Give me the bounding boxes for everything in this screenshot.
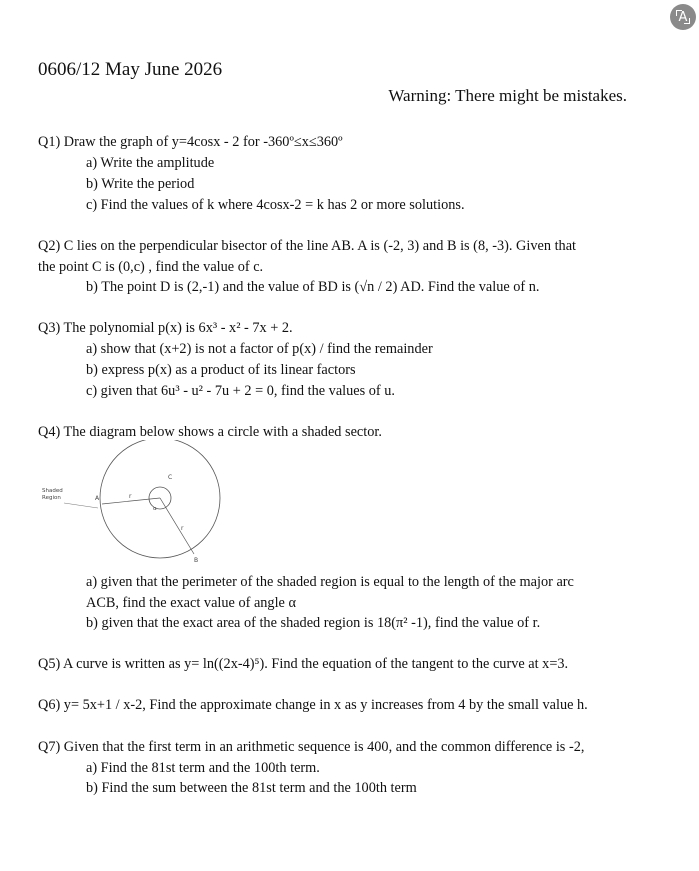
point-a-label: A bbox=[95, 495, 100, 502]
q4-part-b: b) given that the exact area of the shaded region is 18(π² -1), find the value of r. bbox=[86, 615, 541, 631]
q3-part-c: c) given that 6u³ - u² - 7u + 2 = 0, find the values of u. bbox=[86, 383, 395, 399]
q6-stem: Q6) y= 5x+1 / x-2, Find the approximate change in x as y increases from 4 by the small value h. bbox=[38, 697, 588, 713]
radius-ob bbox=[160, 498, 194, 554]
shaded-label-line2: Region bbox=[42, 495, 61, 501]
shaded-label-line1: Shaded bbox=[42, 488, 63, 494]
q1-part-b: b) Write the period bbox=[86, 176, 195, 192]
q4-part-a-line1: a) given that the perimeter of the shaded region is equal to the length of the major arc bbox=[86, 574, 574, 590]
q4-stem: Q4) The diagram below shows a circle with a shaded sector. bbox=[38, 424, 382, 440]
q7-part-b: b) Find the sum between the 81st term and the 100th term bbox=[86, 780, 417, 796]
q5-stem: Q5) A curve is written as y= ln((2x-4)⁵). Find the equation of the tangent to the curve at x=3. bbox=[38, 656, 569, 672]
document-title: 0606/12 May June 2026 bbox=[38, 59, 223, 80]
angle-alpha-label: α bbox=[153, 506, 157, 512]
q2-stem-line2: the point C is (0,c) , find the value of c. bbox=[38, 259, 264, 275]
q3-part-a: a) show that (x+2) is not a factor of p(x) / find the remainder bbox=[86, 341, 433, 357]
radius-label-ob: r bbox=[181, 525, 184, 532]
warning-note: Warning: There might be mistakes. bbox=[388, 86, 627, 105]
q1-part-c: c) Find the values of k where 4cosx-2 = k has 2 or more solutions. bbox=[86, 197, 465, 213]
text-size-icon[interactable]: A bbox=[670, 4, 696, 30]
q7-part-a: a) Find the 81st term and the 100th term. bbox=[86, 760, 320, 776]
q1-stem: Q1) Draw the graph of y=4cosx - 2 for -360º≤x≤360º bbox=[38, 134, 343, 150]
q2-part-b: b) The point D is (2,-1) and the value of BD is (√n / 2) AD. Find the value of n. bbox=[86, 279, 540, 295]
point-b-label: B bbox=[194, 557, 199, 564]
circle-sector-diagram bbox=[38, 440, 238, 568]
point-c-label: C bbox=[168, 474, 173, 481]
q2-stem-line1: Q2) C lies on the perpendicular bisector of the line AB. A is (-2, 3) and B is (8, -3). Given that bbox=[38, 238, 577, 254]
q3-part-b: b) express p(x) as a product of its linear factors bbox=[86, 362, 356, 378]
outer-circle bbox=[100, 440, 220, 558]
q3-stem: Q3) The polynomial p(x) is 6x³ - x² - 7x + 2. bbox=[38, 320, 293, 336]
q1-part-a: a) Write the amplitude bbox=[86, 155, 215, 171]
radius-label-oa: r bbox=[129, 493, 132, 500]
shaded-pointer-line bbox=[64, 503, 98, 508]
q7-stem: Q7) Given that the first term in an arithmetic sequence is 400, and the common difference is -2, bbox=[38, 739, 585, 755]
q4-part-a-line2: ACB, find the exact value of angle α bbox=[86, 595, 296, 611]
